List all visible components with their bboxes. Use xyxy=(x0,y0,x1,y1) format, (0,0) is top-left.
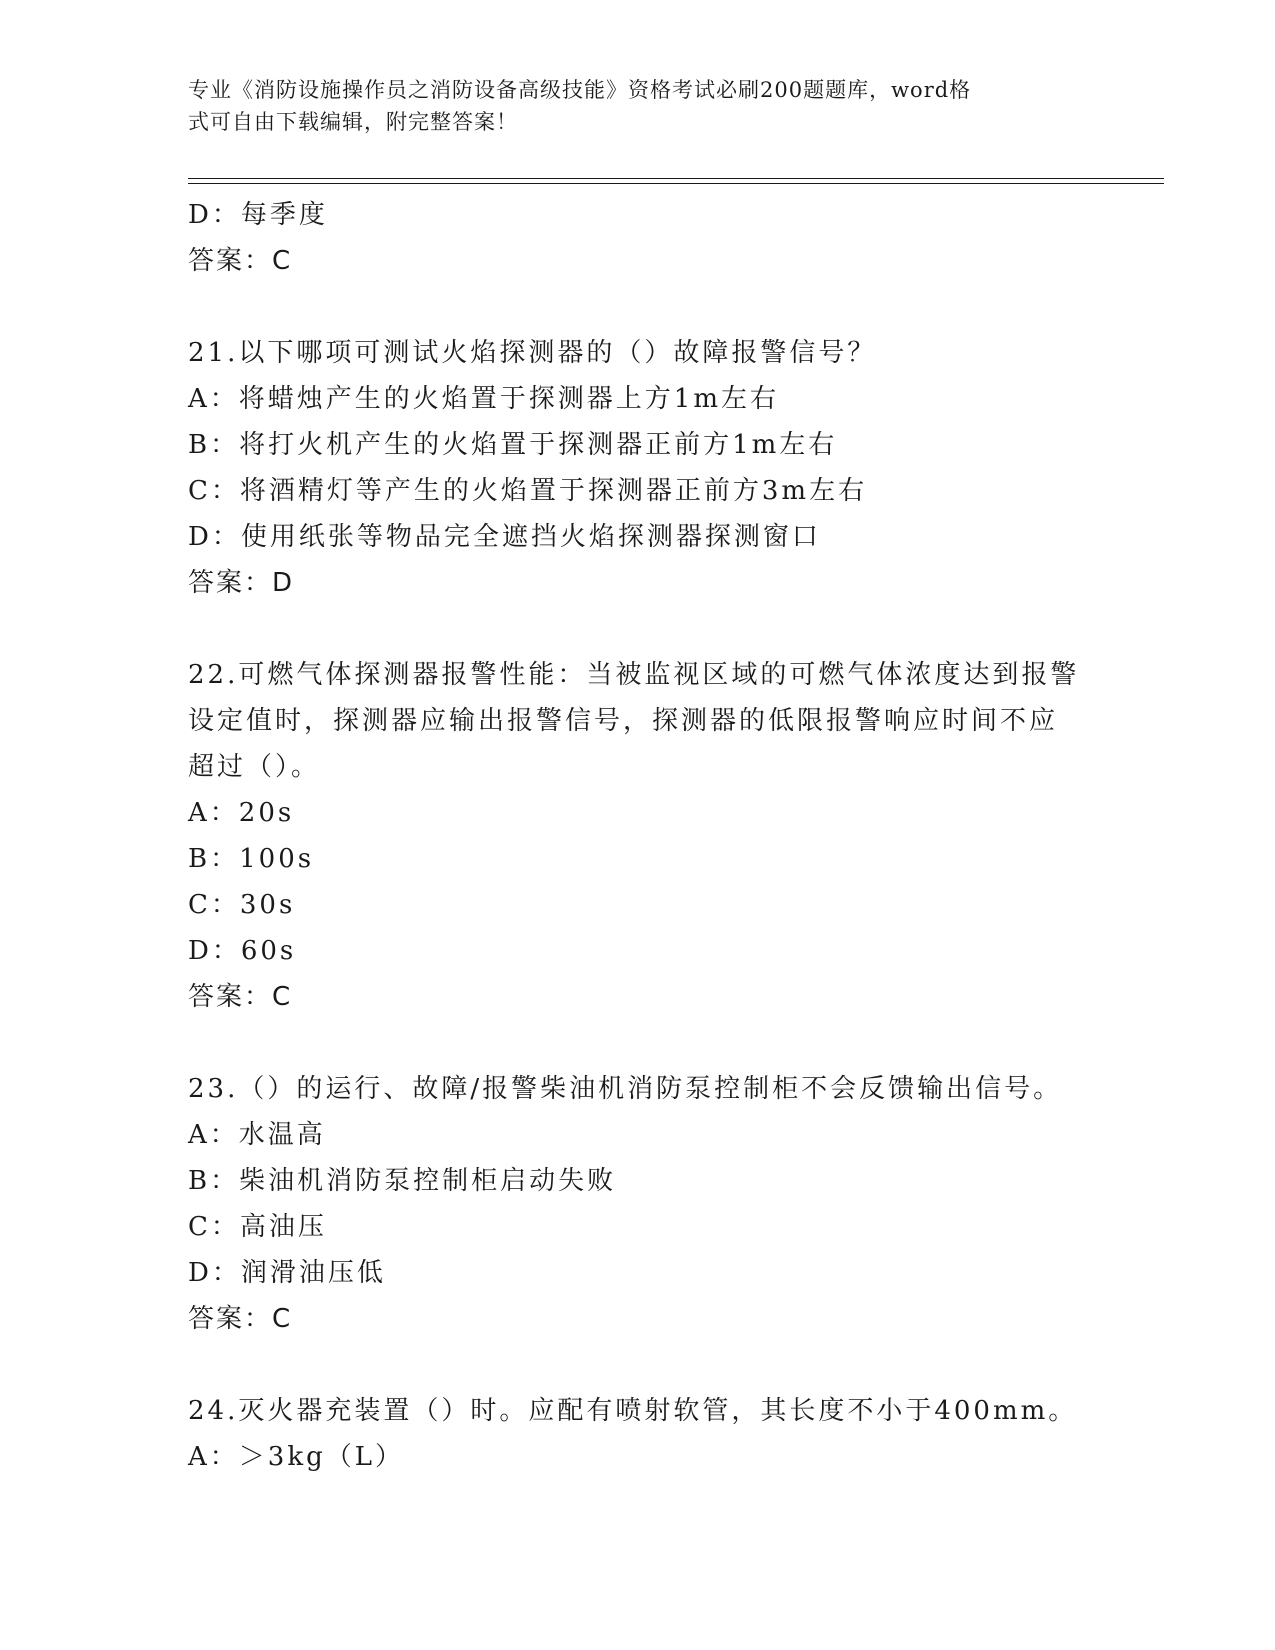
option-a: A：＞3kg（L） xyxy=(188,1442,404,1472)
option-d: D：润滑油压低 xyxy=(188,1258,386,1288)
option-a: A：水温高 xyxy=(188,1120,326,1150)
header-line-1: 专业《消防设施操作员之消防设备高级技能》资格考试必刷200题题库，word格 xyxy=(188,78,972,102)
question-stem: 24.灭火器充装置（）时。应配有喷射软管，其长度不小于400mm。 xyxy=(188,1396,1078,1426)
option-d: D：60s xyxy=(188,936,297,966)
question-23 xyxy=(188,1066,1088,1342)
option-d: D：使用纸张等物品完全遮挡火焰探测器探测窗口 xyxy=(188,522,821,552)
spacer xyxy=(188,284,1088,330)
spacer xyxy=(188,1020,1088,1066)
question-stem-line-1: 22.可燃气体探测器报警性能：当被监视区域的可燃气体浓度达到报警 xyxy=(188,660,1080,690)
option-b: B：将打火机产生的火焰置于探测器正前方1m左右 xyxy=(188,430,838,460)
option-a: A：将蜡烛产生的火焰置于探测器上方1m左右 xyxy=(188,384,779,414)
question-22 xyxy=(188,652,1088,1020)
answer: 答案：C xyxy=(188,1304,293,1334)
spacer xyxy=(188,1342,1088,1388)
option-d: D：每季度 xyxy=(188,200,328,230)
previous-question-tail xyxy=(188,192,1088,284)
question-stem: 21.以下哪项可测试火焰探测器的（）故障报警信号？ xyxy=(188,338,877,368)
question-24 xyxy=(188,1388,1088,1480)
question-list xyxy=(188,192,1088,1480)
question-stem-line-2: 设定值时，探测器应输出报警信号，探测器的低限报警响应时间不应 xyxy=(188,706,1059,736)
answer: 答案：D xyxy=(188,568,295,598)
option-c: C：30s xyxy=(188,890,296,920)
option-c: C：将酒精灯等产生的火焰置于探测器正前方3m左右 xyxy=(188,476,868,506)
option-b: B：100s xyxy=(188,844,315,874)
header-divider-bottom xyxy=(188,183,1164,184)
option-a: A：20s xyxy=(188,798,295,828)
question-stem-line-3: 超过（）。 xyxy=(188,752,321,782)
header-line-2: 式可自由下载编辑，附完整答案！ xyxy=(188,110,518,134)
header-divider-top xyxy=(188,178,1164,179)
question-stem: 23.（）的运行、故障/报警柴油机消防泵控制柜不会反馈输出信号。 xyxy=(188,1074,1063,1104)
option-b: B：柴油机消防泵控制柜启动失败 xyxy=(188,1166,617,1196)
option-c: C：高油压 xyxy=(188,1212,327,1242)
document-header xyxy=(188,74,1068,138)
answer: 答案：C xyxy=(188,982,293,1012)
spacer xyxy=(188,606,1088,652)
answer: 答案：C xyxy=(188,246,293,276)
question-21 xyxy=(188,330,1088,606)
